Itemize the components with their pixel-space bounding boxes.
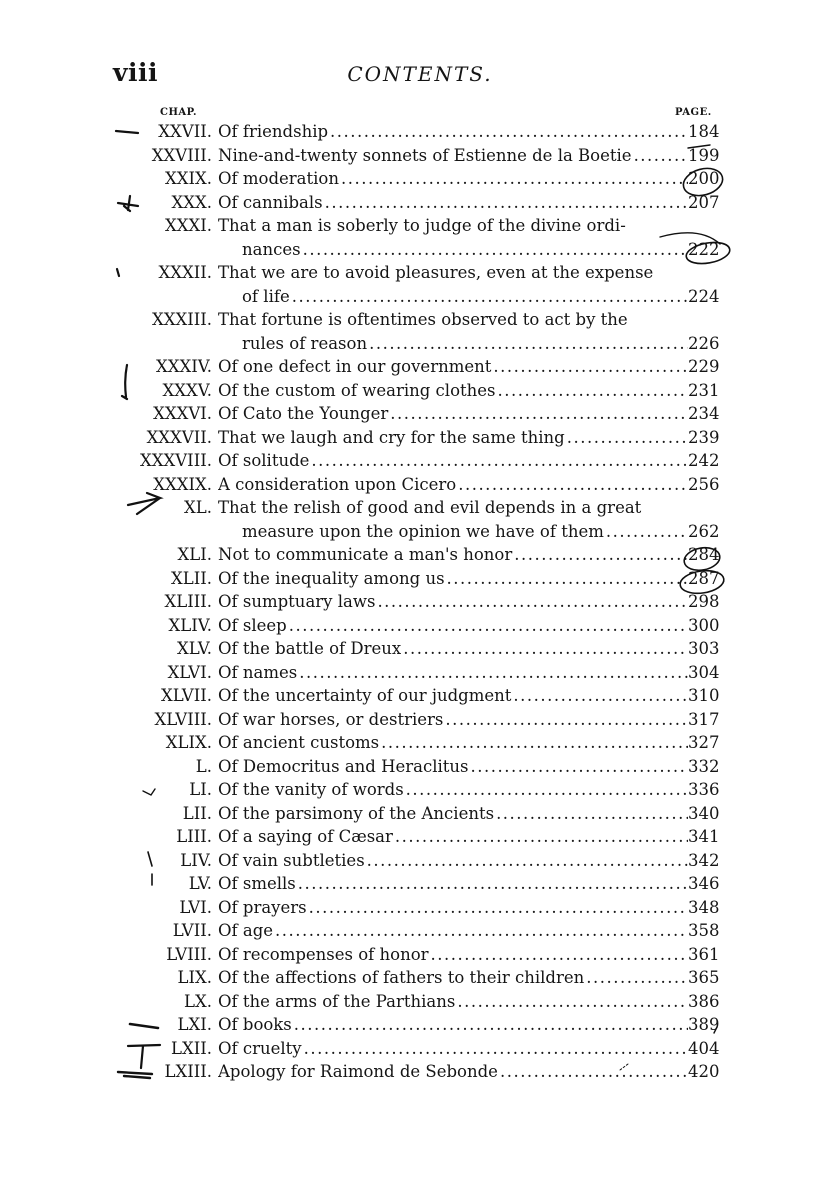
chapter-title: Of recompenses of honor (218, 944, 429, 964)
dot-leader (307, 896, 688, 920)
chapter-number: LVI. (179, 897, 212, 917)
chapter-number: LIII. (176, 827, 212, 846)
page-ref: 287 (688, 568, 720, 588)
dot-leader (290, 285, 688, 309)
chapter-number: XXVIII. (151, 145, 212, 165)
page-column-label: PAGE. (675, 107, 712, 118)
chapter-number: XXX. (171, 192, 212, 212)
chapter-number: XLI. (177, 545, 212, 564)
chapter-title: Of names (218, 662, 298, 682)
chapter-title: Of war horses, or destriers (218, 709, 444, 729)
chapter-title: measure upon the opinion we have of them (242, 521, 604, 541)
page-ref: 310 (688, 686, 720, 705)
chapter-number: LVIII. (166, 944, 212, 964)
toc-line (0, 520, 840, 544)
chap-column-label: CHAP. (160, 107, 198, 118)
chapter-number: LI. (189, 780, 212, 799)
toc-line (0, 637, 840, 661)
chapter-number: XXXV. (162, 380, 212, 400)
dot-leader (309, 449, 688, 473)
dot-leader (302, 1037, 688, 1061)
chapter-number: XXXII. (158, 263, 212, 282)
chapter-title: Of one defect in our government (218, 357, 492, 376)
page-ref: 342 (688, 850, 720, 870)
toc-line (0, 426, 840, 450)
page-ref: 200 (688, 169, 720, 188)
chapter-title: Of cannibals (218, 192, 323, 212)
chapter-title: Of the parsimony of the Ancients (218, 803, 495, 823)
toc-line (0, 919, 840, 943)
dot-leader (632, 144, 688, 168)
chapter-title: That a man is soberly to judge of the divine ordi- (218, 216, 626, 235)
page-ref: 317 (688, 709, 720, 729)
dot-leader (287, 614, 688, 638)
page-ref: 361 (688, 944, 720, 964)
page-ref: 284 (688, 545, 720, 564)
toc-line (0, 285, 840, 309)
page-ref: 346 (688, 874, 720, 893)
page-ref: 226 (688, 333, 720, 353)
page-ref: 365 (688, 968, 720, 987)
chapter-number: XLIII. (164, 592, 212, 611)
chapter-number: LII. (182, 803, 212, 823)
chapter-title: rules of reason (242, 333, 368, 353)
chapter-number: LIX. (177, 968, 212, 987)
page-ref: 224 (688, 286, 720, 306)
page-ref: 298 (688, 592, 720, 611)
dot-leader (511, 684, 688, 708)
page-ref: 348 (688, 897, 720, 917)
chapter-number: XXXVIII. (140, 451, 212, 470)
toc-line (0, 261, 840, 285)
dot-leader (367, 332, 688, 356)
chapter-title: Apology for Raimond de Sebonde (218, 1062, 498, 1081)
dot-leader (273, 919, 688, 943)
dot-leader (491, 355, 688, 379)
toc-line (0, 943, 840, 967)
chapter-number: XXXI. (164, 216, 212, 235)
toc-line (0, 355, 840, 379)
page-ref: 404 (688, 1038, 720, 1058)
toc-line (0, 379, 840, 403)
page-ref: 304 (688, 662, 720, 682)
chapter-title: Of books (218, 1015, 292, 1034)
dot-leader (379, 731, 688, 755)
running-head: CONTENTS. (347, 62, 493, 86)
toc-line (0, 990, 840, 1014)
chapter-title: Of the affections of fathers to their children (218, 968, 585, 987)
chapter-title: Of sumptuary laws (218, 592, 376, 611)
chapter-number: XLII. (171, 568, 212, 588)
chapter-number: XLVII. (161, 686, 212, 705)
dot-leader (297, 661, 688, 685)
chapter-title: Of Cato the Younger (218, 404, 389, 423)
chapter-number: LV. (188, 874, 212, 893)
chapter-title: Of a saying of Cæsar (218, 827, 393, 846)
toc-line (0, 825, 840, 849)
toc-line (0, 849, 840, 873)
dot-leader (292, 1013, 688, 1037)
dot-leader (323, 191, 688, 215)
chapter-title: Of smells (218, 874, 296, 893)
page-ref: 389 (688, 1015, 720, 1034)
toc-line (0, 332, 840, 356)
toc-line (0, 1060, 840, 1084)
page-ref: 229 (688, 357, 720, 376)
chapter-title: Of Democritus and Heraclitus (218, 756, 469, 776)
chapter-number: L. (195, 756, 212, 776)
toc-line (0, 543, 840, 567)
chapter-number: XLVIII. (154, 709, 212, 729)
toc-line (0, 896, 840, 920)
dot-leader (496, 379, 689, 403)
toc-line (0, 238, 840, 262)
chapter-number: LIV. (180, 850, 212, 870)
dot-leader (404, 778, 688, 802)
chapter-title: Of age (218, 921, 274, 940)
toc-line (0, 214, 840, 238)
dot-leader (565, 426, 688, 450)
dot-leader (443, 708, 688, 732)
toc-line (0, 755, 840, 779)
chapter-number: XLIV. (168, 615, 212, 635)
chapter-title: That the relish of good and evil depends in a great (218, 498, 642, 517)
toc-line (0, 144, 840, 168)
chapter-title: of life (242, 286, 290, 306)
chapter-title: Of ancient customs (218, 733, 380, 752)
dot-leader (455, 990, 688, 1014)
toc-line (0, 708, 840, 732)
toc-line (0, 778, 840, 802)
chapter-number: XXVII. (158, 122, 212, 141)
dot-leader (301, 238, 688, 262)
page-ref: 340 (688, 803, 720, 823)
page-ref: 256 (688, 474, 720, 494)
page-ref: 420 (688, 1062, 720, 1081)
chapter-number: XL. (184, 498, 212, 517)
chapter-number: XXXVII. (146, 427, 212, 447)
page-ref: 358 (688, 921, 720, 940)
chapter-title: Nine-and-twenty sonnets of Estienne de la Boetie (218, 145, 632, 165)
chapter-title: Of the custom of wearing clothes (218, 380, 496, 400)
chapter-title: nances (242, 239, 301, 259)
page-ref: 327 (688, 733, 720, 752)
dot-leader (494, 802, 688, 826)
dot-leader (469, 755, 689, 779)
page-ref: 184 (688, 122, 720, 141)
chapter-title: Of vain subtleties (218, 850, 365, 870)
dot-leader (388, 402, 688, 426)
page-ref: 303 (688, 639, 720, 658)
toc-line (0, 590, 840, 614)
dot-leader (584, 966, 688, 990)
toc-line (0, 872, 840, 896)
dot-leader (445, 567, 688, 591)
page-ref: 242 (688, 451, 720, 470)
chapter-title: Of friendship (218, 122, 329, 141)
toc-line (0, 614, 840, 638)
chapter-title: That fortune is oftentimes observed to act by the (218, 310, 628, 329)
toc-line (0, 496, 840, 520)
toc-line (0, 731, 840, 755)
toc-line (0, 802, 840, 826)
chapter-number: XXXIX. (153, 474, 212, 494)
chapter-title: A consideration upon Cicero (218, 474, 457, 494)
chapter-title: Of cruelty (218, 1038, 302, 1058)
chapter-title: Of the inequality among us (218, 568, 445, 588)
chapter-number: XLV. (176, 639, 212, 658)
chapter-title: Not to communicate a man's honor (218, 545, 513, 564)
toc-line (0, 402, 840, 426)
chapter-number: XXXIII. (151, 310, 212, 329)
page-ref: 222 (688, 239, 720, 259)
chapter-title: Of the battle of Dreux (218, 639, 402, 658)
dot-leader (339, 167, 688, 191)
page-ref: 386 (688, 991, 720, 1011)
dot-leader (456, 473, 688, 497)
chapter-title: Of the arms of the Parthians (218, 991, 456, 1011)
chapter-number: LXIII. (164, 1062, 212, 1081)
chapter-number: XXIX. (164, 169, 212, 188)
toc-line (0, 308, 840, 332)
page-ref: 336 (688, 780, 720, 799)
page-ref: 199 (688, 145, 720, 165)
dot-leader (365, 849, 688, 873)
chapter-number: XXXIV. (155, 357, 212, 376)
page-ref: 234 (688, 404, 720, 423)
chapter-title: Of solitude (218, 451, 310, 470)
toc-line (0, 1037, 840, 1061)
toc-line (0, 1013, 840, 1037)
dot-leader (375, 590, 688, 614)
dot-leader (498, 1060, 688, 1084)
chapter-title: That we laugh and cry for the same thing (218, 427, 565, 447)
chapter-number: XXXVI. (153, 404, 212, 423)
chapter-number: LVII. (172, 921, 212, 940)
page-ref: 300 (688, 615, 720, 635)
page-ref: 207 (688, 192, 720, 212)
chapter-number: LXII. (171, 1038, 212, 1058)
page-ref: 332 (688, 756, 720, 776)
chapter-number: XLVI. (167, 662, 212, 682)
dot-leader (429, 943, 688, 967)
chapter-number: XLIX. (165, 733, 212, 752)
toc-line (0, 167, 840, 191)
toc-line (0, 684, 840, 708)
dot-leader (604, 520, 688, 544)
page-ref: 239 (688, 427, 720, 447)
chapter-title: Of the uncertainty of our judgment (218, 686, 512, 705)
toc-line (0, 191, 840, 215)
page-ref: 341 (688, 827, 720, 846)
chapter-title: Of the vanity of words (218, 780, 404, 799)
chapter-number: LX. (184, 991, 212, 1011)
chapter-number: LXI. (177, 1015, 212, 1034)
dot-leader (512, 543, 688, 567)
toc-line (0, 449, 840, 473)
toc-line (0, 661, 840, 685)
toc-line (0, 473, 840, 497)
chapter-title: Of moderation (218, 169, 339, 188)
toc-line (0, 120, 840, 144)
toc-line (0, 567, 840, 591)
chapter-title: That we are to avoid pleasures, even at the expense (218, 263, 654, 282)
chapter-title: Of prayers (218, 897, 307, 917)
page-ref: 262 (688, 521, 720, 541)
dot-leader (328, 120, 688, 144)
chapter-title: Of sleep (218, 615, 287, 635)
dot-leader (401, 637, 688, 661)
page-ref: 231 (688, 380, 720, 400)
toc-line (0, 966, 840, 990)
dot-leader (393, 825, 688, 849)
page-number: viii (113, 58, 159, 87)
dot-leader (296, 872, 688, 896)
